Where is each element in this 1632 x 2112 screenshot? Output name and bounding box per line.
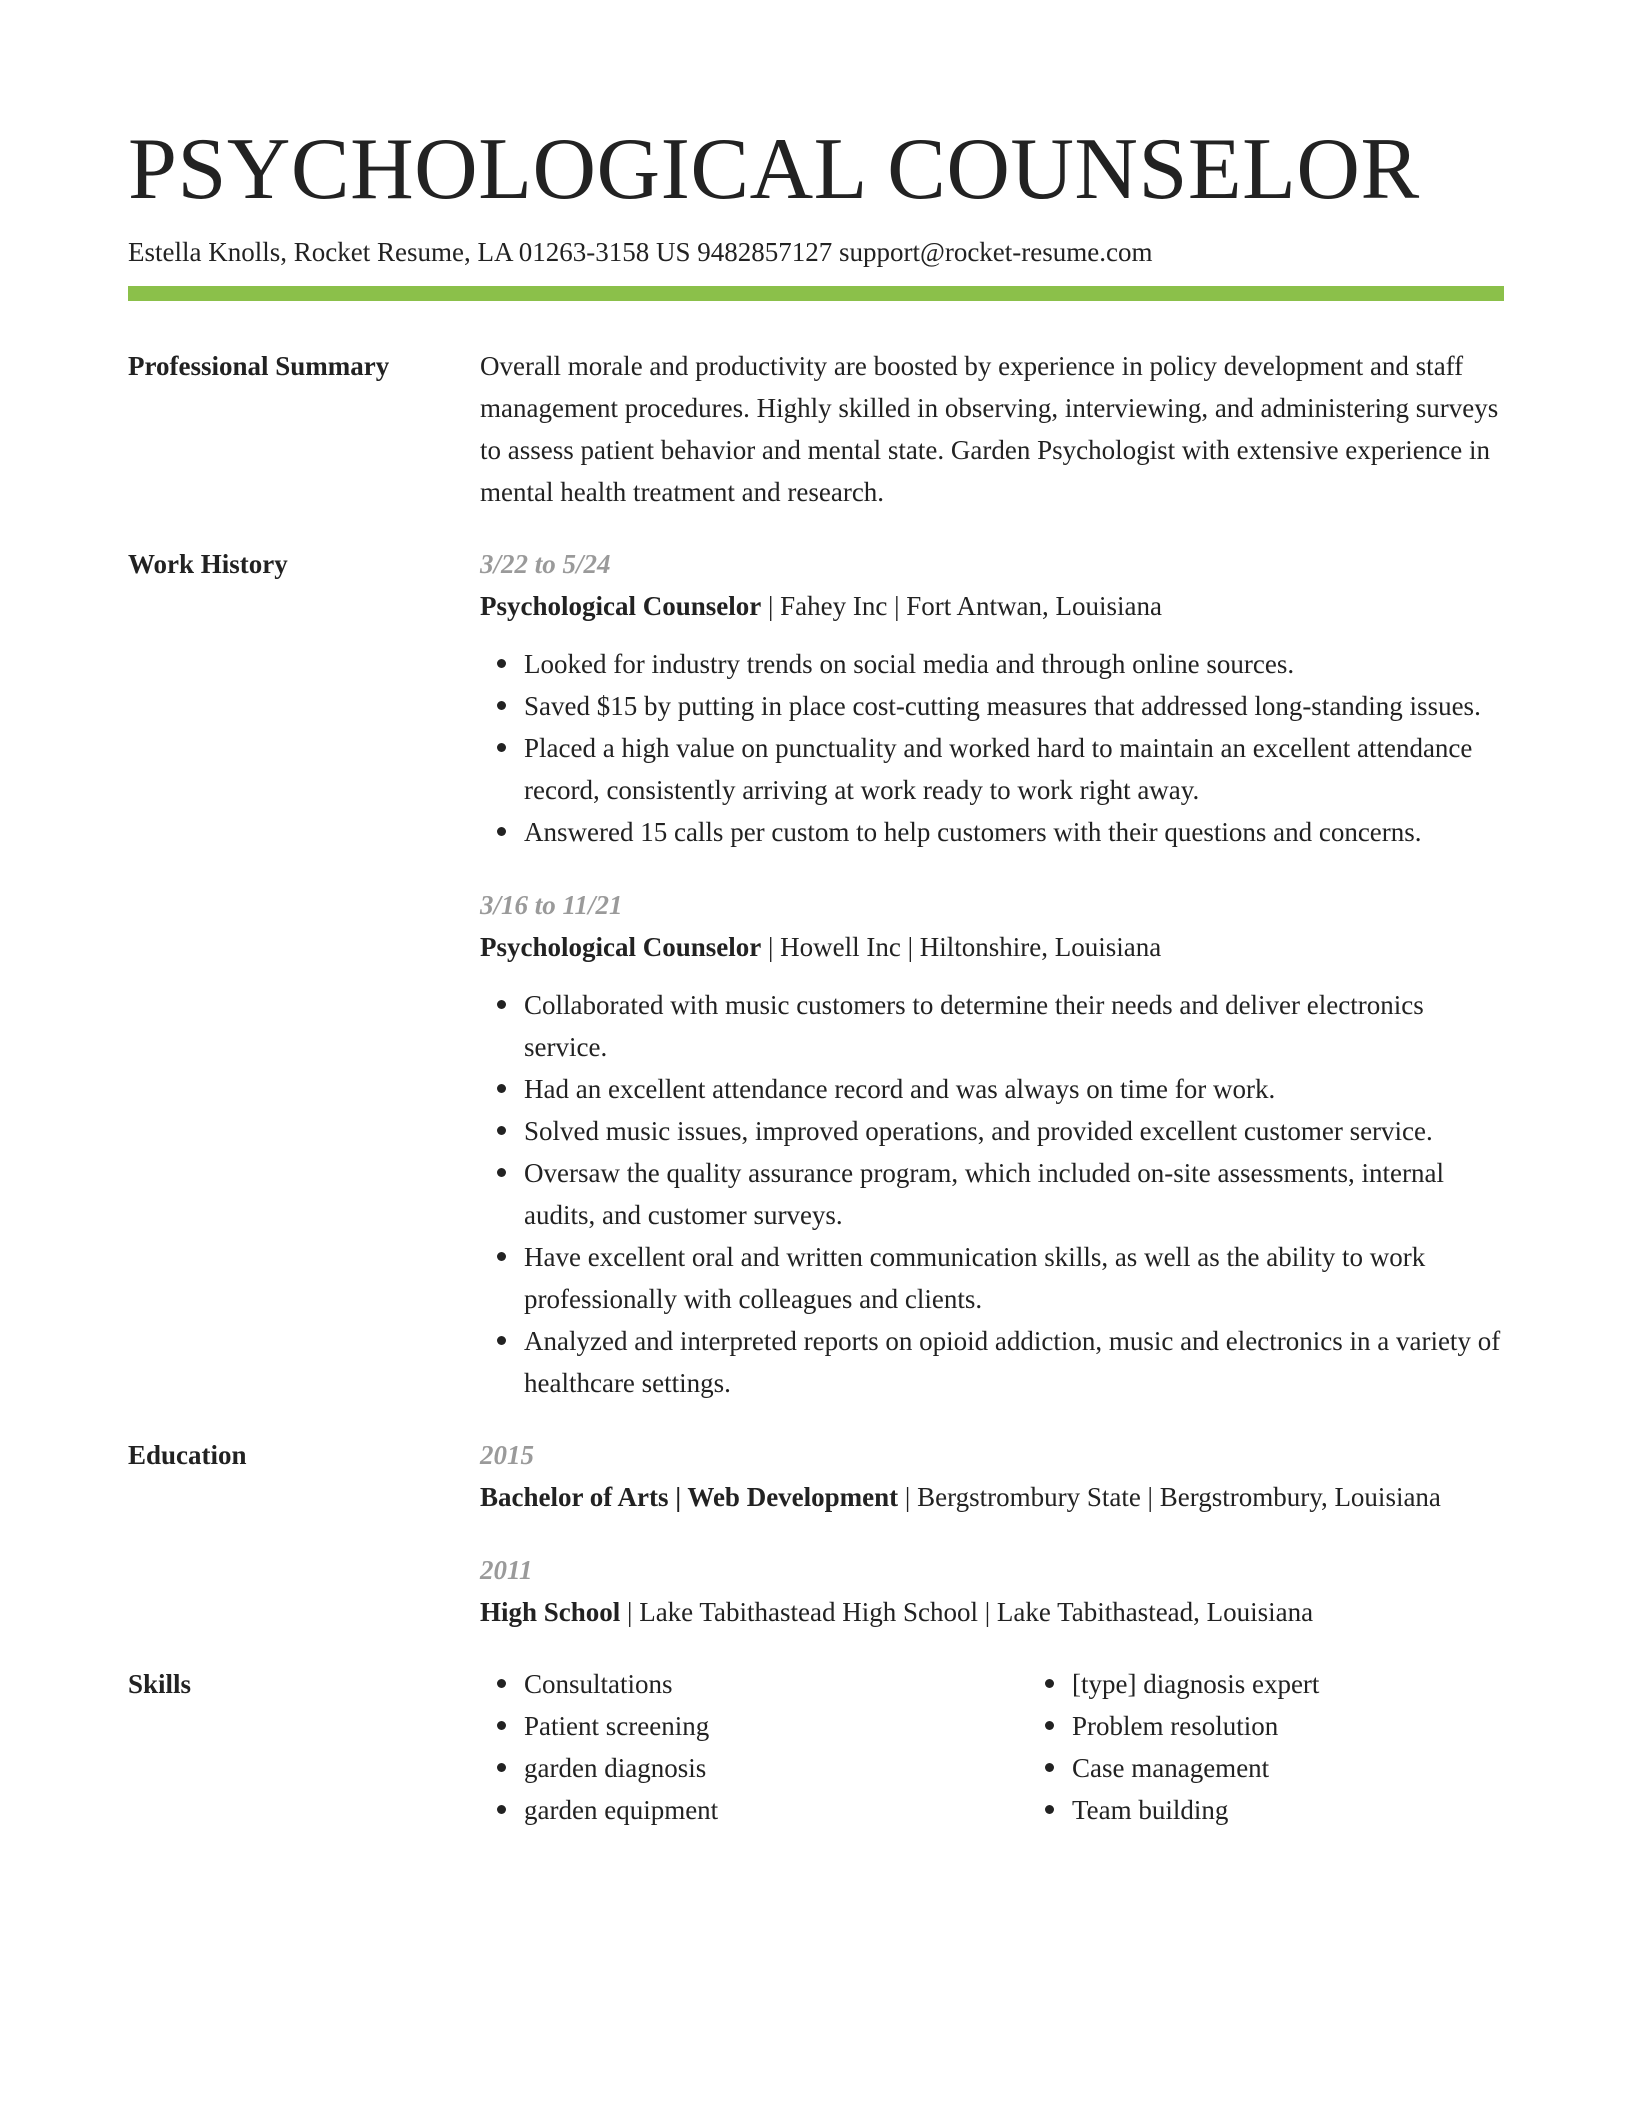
job-bullets <box>480 643 1504 853</box>
skill-item: Problem resolution <box>1072 1705 1319 1747</box>
job-entry <box>480 543 1504 853</box>
job-bullets <box>480 984 1504 1404</box>
skills-columns <box>480 1663 1504 1831</box>
skill-item: garden equipment <box>524 1789 1028 1831</box>
work-history-heading: Work History <box>128 549 288 579</box>
list-item: Answered 15 calls per custom to help customers with their questions and concerns. <box>524 811 1504 853</box>
skill-item: [type] diagnosis expert <box>1072 1663 1319 1705</box>
education-line <box>480 1476 1504 1518</box>
list-item: Looked for industry trends on social media and through online sources. <box>524 643 1504 685</box>
education-heading: Education <box>128 1440 247 1470</box>
list-item: Collaborated with music customers to determine their needs and deliver electronics service. <box>524 984 1504 1068</box>
job-role-line <box>480 926 1504 968</box>
skill-item: Patient screening <box>524 1705 1028 1747</box>
contact-phone: 9482857127 <box>697 237 833 267</box>
summary-text: Overall morale and productivity are boosted by experience in policy development and staff management procedures. Highly skilled in observing, interviewing, and administering surveys to assess patient behavior and mental state. Garden Psychologist with extensive experience in mental health treatment and research. <box>480 351 1499 507</box>
summary-section <box>128 345 1504 513</box>
job-details: | Fahey Inc | Fort Antwan, Louisiana <box>761 591 1162 621</box>
contact-line <box>128 234 1504 270</box>
list-item: Analyzed and interpreted reports on opioid addiction, music and electronics in a variety of healthcare settings. <box>524 1320 1504 1404</box>
skills-heading: Skills <box>128 1669 192 1699</box>
list-item: Placed a high value on punctuality and worked hard to maintain an excellent attendance record, consistently arriving at work ready to work right away. <box>524 727 1504 811</box>
skill-item: Case management <box>1072 1747 1319 1789</box>
degree-name: High School <box>480 1597 621 1627</box>
list-item: Oversaw the quality assurance program, which included on-site assessments, internal audits, and customer surveys. <box>524 1152 1504 1236</box>
list-item: Saved $15 by putting in place cost-cutting measures that addressed long-standing issues. <box>524 685 1504 727</box>
contact-location: Rocket Resume, LA 01263-3158 US <box>293 237 691 267</box>
education-body <box>480 1434 1504 1633</box>
page-title: PSYCHOLOGICAL COUNSELOR <box>128 121 1420 218</box>
skills-section <box>128 1663 1504 1831</box>
school-details: | Bergstrombury State | Bergstrombury, Louisiana <box>898 1482 1441 1512</box>
skill-item: Team building <box>1072 1789 1319 1831</box>
job-role-line <box>480 585 1504 627</box>
list-item: Solved music issues, improved operations, and provided excellent customer service. <box>524 1110 1504 1152</box>
school-details: | Lake Tabithastead High School | Lake Tabithastead, Louisiana <box>620 1597 1314 1627</box>
education-year: 2015 <box>480 1440 534 1470</box>
summary-heading: Professional Summary <box>128 351 390 381</box>
education-entry <box>480 1549 1504 1633</box>
skill-item: Consultations <box>524 1663 1028 1705</box>
job-entry <box>480 884 1504 1404</box>
resume-page <box>128 118 1504 1831</box>
list-item: Have excellent oral and written communication skills, as well as the ability to work professionally with colleagues and clients. <box>524 1236 1504 1320</box>
header-divider <box>128 286 1504 301</box>
work-history-section <box>128 543 1504 1404</box>
education-year: 2011 <box>480 1555 533 1585</box>
job-title: Psychological Counselor <box>480 932 762 962</box>
degree-name: Bachelor of Arts | Web Development <box>480 1482 899 1512</box>
education-section <box>128 1434 1504 1633</box>
skill-item: garden diagnosis <box>524 1747 1028 1789</box>
job-dates: 3/22 to 5/24 <box>480 549 611 579</box>
job-dates: 3/16 to 11/21 <box>480 890 623 920</box>
job-title: Psychological Counselor <box>480 591 762 621</box>
education-line <box>480 1591 1504 1633</box>
contact-email: support@rocket-resume.com <box>838 237 1153 267</box>
list-item: Had an excellent attendance record and was always on time for work. <box>524 1068 1504 1110</box>
work-history-body <box>480 543 1504 1404</box>
skills-column-2 <box>1028 1663 1319 1831</box>
education-entry <box>480 1434 1504 1518</box>
contact-name: Estella Knolls, <box>128 237 287 267</box>
job-details: | Howell Inc | Hiltonshire, Louisiana <box>761 932 1162 962</box>
skills-column-1 <box>480 1663 1028 1831</box>
